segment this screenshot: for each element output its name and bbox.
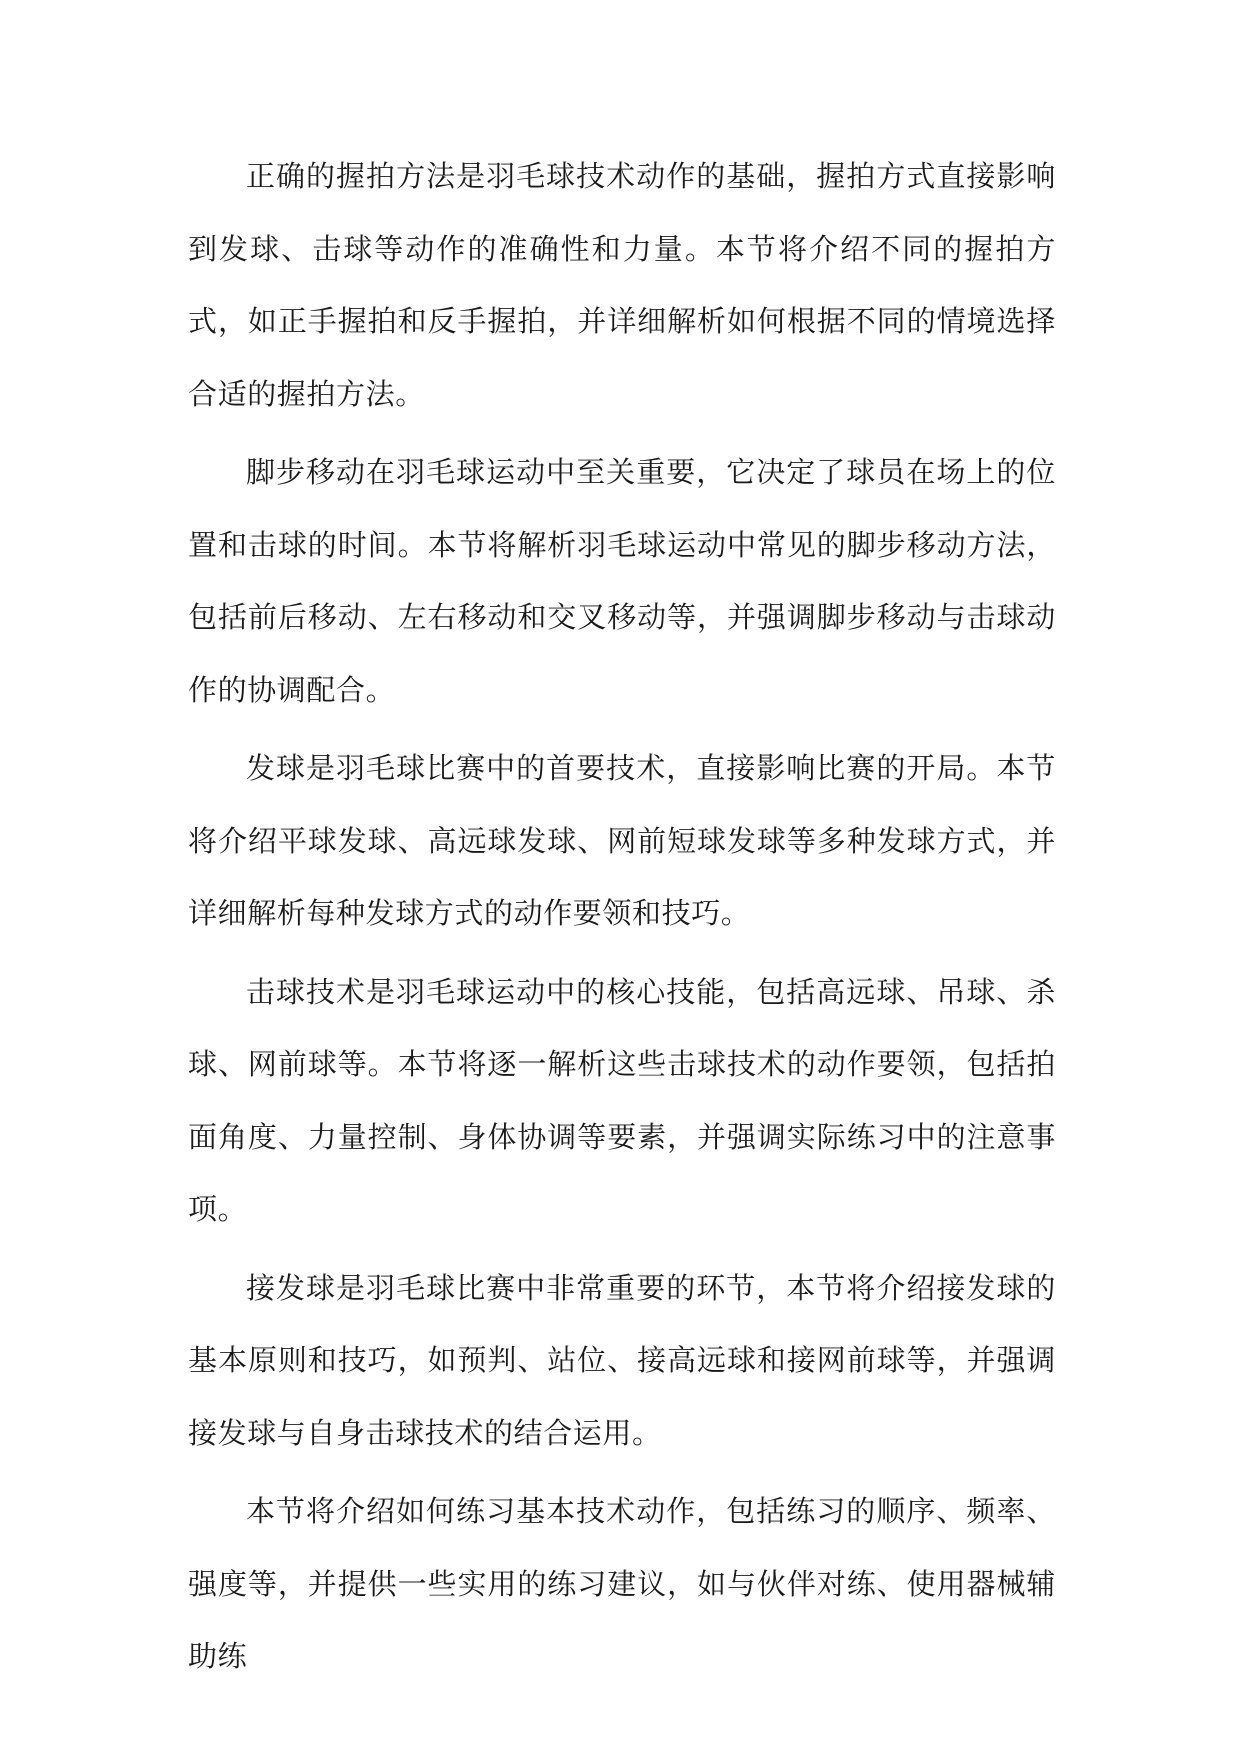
paragraph-strokes: 击球技术是羽毛球运动中的核心技能，包括高远球、吊球、杀球、网前球等。本节将逐一解析这些击球技术的动作要领，包括拍面角度、力量控制、身体协调等要素，并强调实际练习中的注意事项。 bbox=[188, 974, 1056, 1226]
paragraph-practice: 本节将介绍如何练习基本技术动作，包括练习的顺序、频率、强度等，并提供一些实用的练习建议，如与伙伴对练、使用器械辅助练 bbox=[188, 1494, 1056, 1673]
paragraph-grip: 正确的握拍方法是羽毛球技术动作的基础，握拍方式直接影响到发球、击球等动作的准确性和力量。本节将介绍不同的握拍方式，如正手握拍和反手握拍，并详细解析如何根据不同的情境选择合适的握拍方法。 bbox=[188, 159, 1056, 411]
paragraph-serve: 发球是羽毛球比赛中的首要技术，直接影响比赛的开局。本节将介绍平球发球、高远球发球、网前短球发球等多种发球方式，并详细解析每种发球方式的动作要领和技巧。 bbox=[188, 751, 1056, 930]
paragraph-footwork: 脚步移动在羽毛球运动中至关重要，它决定了球员在场上的位置和击球的时间。本节将解析羽毛球运动中常见的脚步移动方法，包括前后移动、左右移动和交叉移动等，并强调脚步移动与击球动作的协调配合。 bbox=[188, 455, 1056, 707]
paragraph-receive: 接发球是羽毛球比赛中非常重要的环节，本节将介绍接发球的基本原则和技巧，如预判、站位、接高远球和接网前球等，并强调接发球与自身击球技术的结合运用。 bbox=[188, 1270, 1056, 1450]
document-body bbox=[188, 140, 1056, 1699]
